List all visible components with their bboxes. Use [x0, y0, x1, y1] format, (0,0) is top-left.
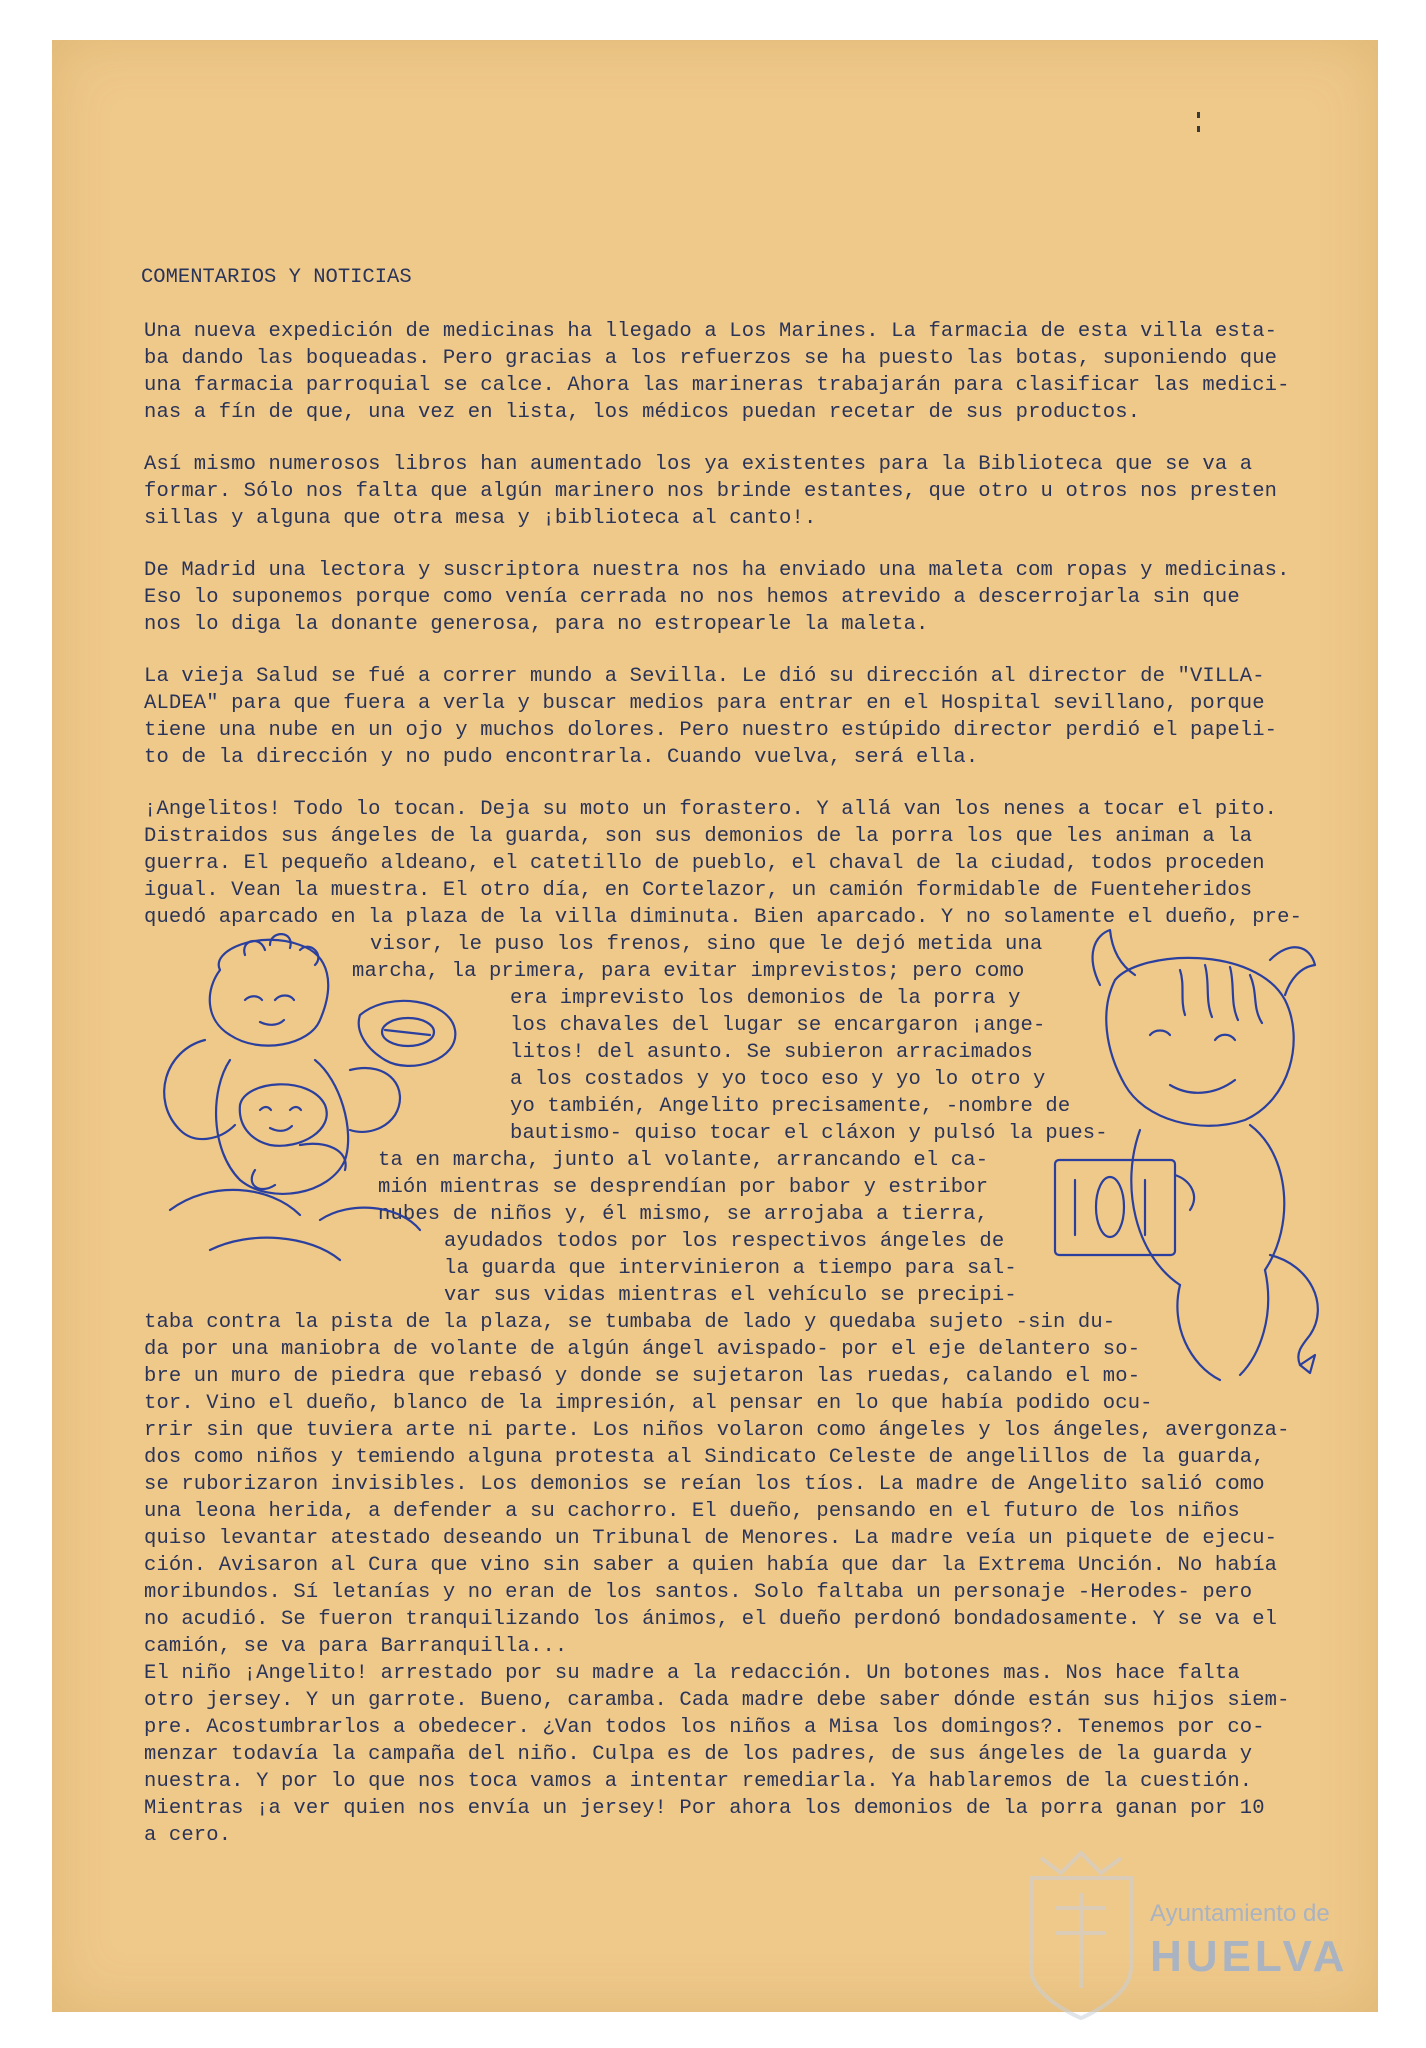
- text-line: Distraidos sus ángeles de la guarda, son sus demonios de la porra los que les animan a la: [144, 825, 1253, 848]
- text-line: la guarda que intervinieron a tiempo para sal-: [444, 1257, 1017, 1280]
- text-line: visor, le puso los frenos, sino que le dejó metida una: [370, 933, 1043, 956]
- text-line: bautismo- quiso tocar el cláxon y pulsó la pues-: [510, 1122, 1108, 1145]
- text-line: marcha, la primera, para evitar imprevistos; pero como: [352, 960, 1025, 983]
- text-line: ba dando las boqueadas. Pero gracias a los refuerzos se ha puesto las botas, suponiendo que: [144, 347, 1278, 370]
- watermark-line2: HUELVA: [1150, 1932, 1349, 1981]
- text-line: a cero.: [144, 1824, 232, 1847]
- text-line: Eso lo suponemos porque como venía cerrada no nos hemos atrevido a descerrojarla sin que: [144, 586, 1240, 609]
- text-line: camión, se va para Barranquilla...: [144, 1635, 568, 1658]
- text-line: guerra. El pequeño aldeano, el catetillo de pueblo, el chaval de la ciudad, todos proceden: [144, 852, 1265, 875]
- text-line: igual. Vean la muestra. El otro día, en Cortelazor, un camión formidable de Fuenteheridos: [144, 879, 1253, 902]
- text-line: Mientras ¡a ver quien nos envía un jersey! Por ahora los demonios de la porra ganan por 10: [144, 1797, 1265, 1820]
- text-line: mión mientras se desprendían por babor y estribor: [378, 1176, 989, 1199]
- text-line: una farmacia parroquial se calce. Ahora las marineras trabajarán para clasificar las medici-: [144, 374, 1290, 397]
- text-line: ALDEA" para que fuera a verla y buscar medios para entrar en el Hospital sevillano, porque: [144, 692, 1265, 715]
- text-line: dos como niños y temiendo alguna protesta al Sindicato Celeste de angelillos de la guarda,: [144, 1446, 1265, 1469]
- text-line: no acudió. Se fueron tranquilizando los ánimos, el dueño perdonó bondadosamente. Y se va el: [144, 1608, 1278, 1631]
- text-line: nubes de niños y, él mismo, se arrojaba a tierra,: [378, 1203, 989, 1226]
- pin-mark: [1197, 126, 1200, 132]
- text-line: pre. Acostumbrarlos a obedecer. ¿Van todos los niños a Misa los domingos?. Tenemos por co-: [144, 1716, 1265, 1739]
- text-line: se ruborizaron invisibles. Los demonios se reían los tíos. La madre de Angelito salió como: [144, 1473, 1265, 1496]
- text-line: litos! del asunto. Se subieron arracimados: [510, 1041, 1033, 1064]
- text-line: La vieja Salud se fué a correr mundo a Sevilla. Le dió su dirección al director de "VILLA-: [144, 665, 1265, 688]
- text-line: sillas y alguna que otra mesa y ¡biblioteca al canto!.: [144, 507, 817, 530]
- text-line: ¡Angelitos! Todo lo tocan. Deja su moto un forastero. Y allá van los nenes a tocar el pito.: [144, 798, 1278, 821]
- devil-drawing: [1040, 925, 1340, 1395]
- text-line: formar. Sólo nos falta que algún marinero nos brinde estantes, que otro u otros nos presten: [144, 480, 1278, 503]
- text-line: var sus vidas mientras el vehículo se precipi-: [444, 1284, 1017, 1307]
- text-line: Una nueva expedición de medicinas ha llegado a Los Marines. La farmacia de esta villa esta-: [144, 320, 1278, 343]
- text-line: a los costados y yo toco eso y yo lo otro y: [510, 1068, 1046, 1091]
- text-line: da por una maniobra de volante de algún ángel avispado- por el eje delantero so-: [144, 1338, 1141, 1361]
- text-line: ayudados todos por los respectivos ángeles de: [444, 1230, 1005, 1253]
- text-line: tor. Vino el dueño, blanco de la impresión, al pensar en lo que había podido ocu-: [144, 1392, 1153, 1415]
- text-line: nuestra. Y por lo que nos toca vamos a intentar remediarla. Ya hablaremos de la cuestión.: [144, 1770, 1253, 1793]
- text-line: los chavales del lugar se encargaron ¡ange-: [510, 1014, 1046, 1037]
- document-heading: COMENTARIOS Y NOTICIAS: [141, 266, 412, 289]
- text-line: menzar todavía la campaña del niño. Culpa es de los padres, de sus ángeles de la guarda y: [144, 1743, 1253, 1766]
- text-line: ción. Avisaron al Cura que vino sin saber a quien había que dar la Extrema Unción. No había: [144, 1554, 1278, 1577]
- text-line: moribundos. Sí letanías y no eran de los santos. Solo faltaba un personaje -Herodes- pero: [144, 1581, 1253, 1604]
- pin-mark: [1197, 112, 1200, 118]
- text-line: bre un muro de piedra que rebasó y donde se sujetaron las ruedas, calando el mo-: [144, 1365, 1141, 1388]
- text-line: otro jersey. Y un garrote. Bueno, caramba. Cada madre debe saber dónde están sus hijos siem-: [144, 1689, 1290, 1712]
- text-line: El niño ¡Angelito! arrestado por su madre a la redacción. Un botones mas. Nos hace falta: [144, 1662, 1240, 1685]
- text-line: quiso levantar atestado deseando un Tribunal de Menores. La madre veía un piquete de ejecu-: [144, 1527, 1278, 1550]
- text-line: ta en marcha, junto al volante, arrancando el ca-: [378, 1149, 989, 1172]
- text-line: nas a fín de que, una vez en lista, los médicos puedan recetar de sus productos.: [144, 401, 1141, 424]
- watermark-line1: Ayuntamiento de: [1150, 1900, 1330, 1927]
- text-line: tiene una nube en un ojo y muchos dolores. Pero nuestro estúpido director perdió el papeli-: [144, 719, 1278, 742]
- text-line: rrir sin que tuviera arte ni parte. Los niños volaron como ángeles y los ángeles, avergonza-: [144, 1419, 1290, 1442]
- text-line: yo también, Angelito precisamente, -nombre de: [510, 1095, 1071, 1118]
- text-line: taba contra la pista de la plaza, se tumbaba de lado y quedaba sujeto -sin du-: [144, 1311, 1116, 1334]
- text-line: era imprevisto los demonios de la porra y: [510, 987, 1021, 1010]
- text-line: Así mismo numerosos libros han aumentado los ya existentes para la Biblioteca que se va a: [144, 453, 1253, 476]
- text-line: nos lo diga la donante generosa, para no estropearle la maleta.: [144, 613, 929, 636]
- text-line: De Madrid una lectora y suscriptora nuestra nos ha enviado una maleta com ropas y medicinas.: [144, 559, 1290, 582]
- text-line: una leona herida, a defender a su cachorro. El dueño, pensando en el futuro de los niños: [144, 1500, 1240, 1523]
- angel-drawing: [150, 930, 510, 1300]
- text-line: to de la dirección y no pudo encontrarla. Cuando vuelva, será ella.: [144, 746, 979, 769]
- text-line: quedó aparcado en la plaza de la villa diminuta. Bien aparcado. Y no solamente el dueño, pre-: [144, 906, 1303, 929]
